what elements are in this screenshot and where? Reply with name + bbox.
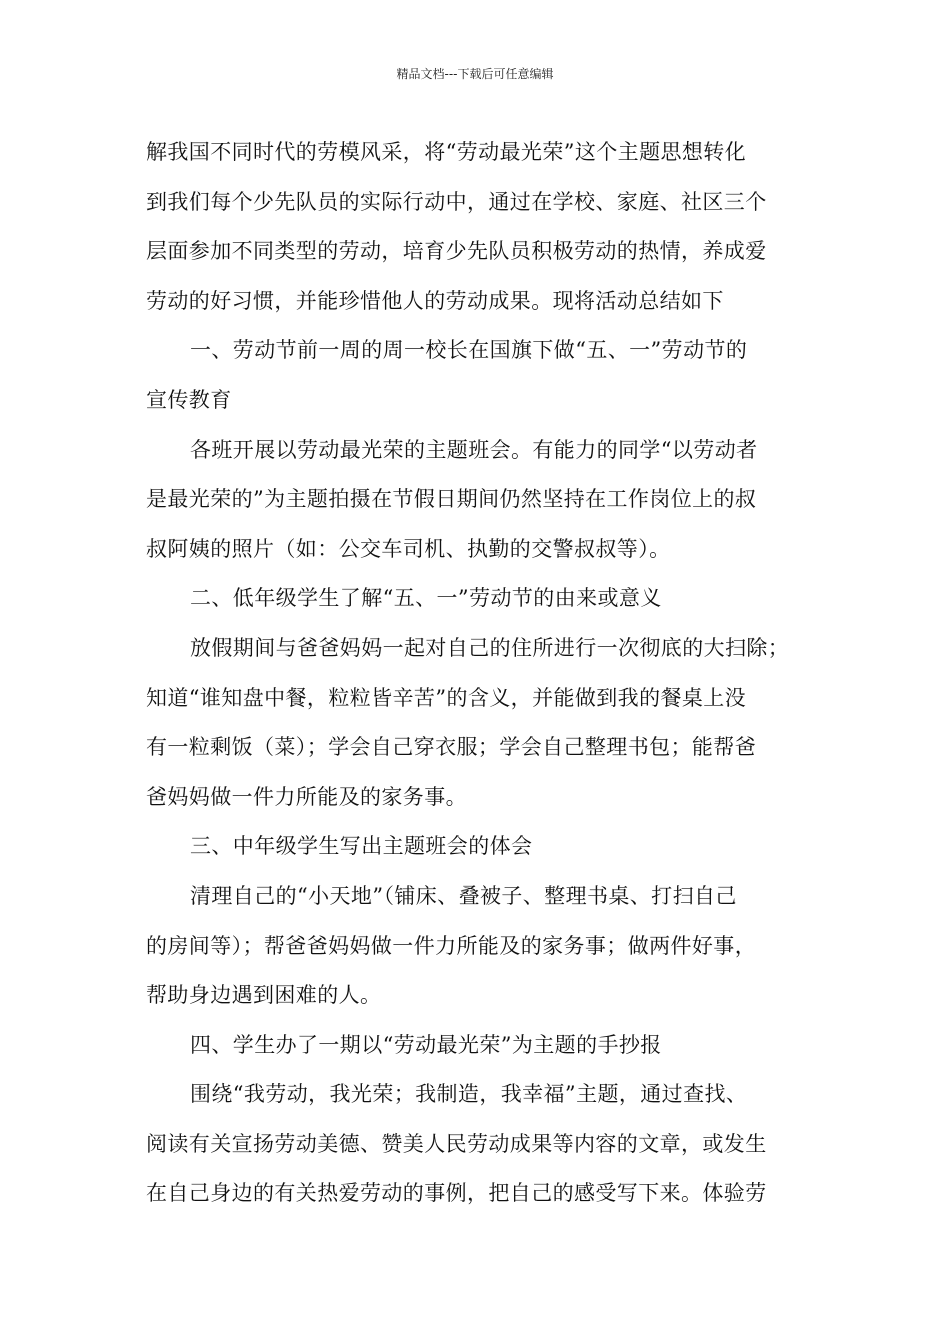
text-line: 清理自己的“小天地”（铺床、叠被子、整理书桌、打扫自己 [190, 883, 737, 908]
text-line: 爸妈妈做一件力所能及的家务事。 [146, 784, 467, 809]
text-line: 四、学生办了一期以“劳动最光荣”为主题的手抄报 [190, 1032, 662, 1057]
text-line: 到我们每个少先队员的实际行动中，通过在学校、家庭、社区三个 [146, 189, 767, 214]
text-line: 帮助身边遇到困难的人。 [146, 983, 382, 1008]
text-line: 劳动的好习惯，并能珍惜他人的劳动成果。现将活动总结如下 [146, 288, 724, 313]
text-line: 解我国不同时代的劳模风采，将“劳动最光荣”这个主题思想转化 [146, 140, 747, 164]
text-line: 的房间等）；帮爸爸妈妈做一件力所能及的家务事；做两件好事， [146, 933, 757, 958]
text-line: 放假期间与爸爸妈妈一起对自己的住所进行一次彻底的大扫除； [190, 635, 790, 660]
text-line: 各班开展以劳动最光荣的主题班会。有能力的同学“以劳动者 [190, 437, 758, 462]
text-line: 阅读有关宣扬劳动美德、赞美人民劳动成果等内容的文章，或发生 [146, 1131, 767, 1156]
text-line: 有一粒剩饭（菜）；学会自己穿衣服；学会自己整理书包；能帮爸 [146, 735, 757, 760]
text-line: 叔阿姨的照片（如：公交车司机、执勤的交警叔叔等）。 [146, 536, 671, 561]
text-line: 二、低年级学生了解“五、一”劳动节的由来或意义 [190, 586, 662, 611]
text-line: 在自己身边的有关热爱劳动的事例，把自己的感受写下来。体验劳 [146, 1181, 767, 1206]
text-line: 宣传教育 [146, 387, 232, 412]
body-text [146, 128, 810, 1219]
text-line: 是最光荣的”为主题拍摄在节假日期间仍然坚持在工作岗位上的叔 [146, 487, 757, 512]
text-line: 围绕“我劳动，我光荣；我制造，我幸福”主题，通过查找、 [190, 1082, 748, 1107]
text-line: 层面参加不同类型的劳动，培育少先队员积极劳动的热情，养成爱 [146, 239, 767, 264]
page-header: 精品文档---下载后可任意编辑 [396, 67, 554, 81]
text-line: 知道“谁知盘中餐，粒粒皆辛苦”的含义，并能做到我的餐桌上没 [146, 685, 747, 710]
text-line: 一、劳动节前一周的周一校长在国旗下做“五、一”劳动节的 [190, 338, 748, 363]
text-line: 三、中年级学生写出主题班会的体会 [190, 834, 533, 859]
